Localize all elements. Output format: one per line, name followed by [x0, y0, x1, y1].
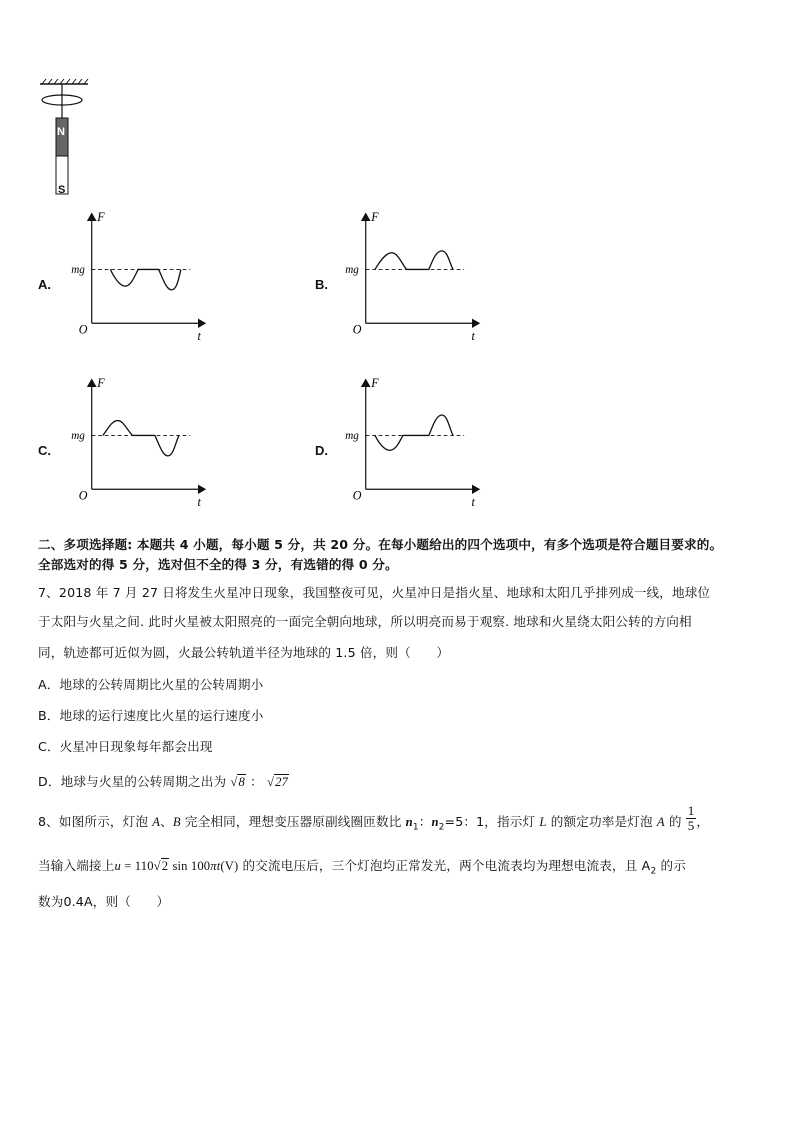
- origin-label: O: [352, 488, 362, 503]
- graph-a: [60, 210, 220, 340]
- option-b-label: B.: [315, 277, 328, 292]
- graph-b: [334, 210, 494, 340]
- origin-label: O: [78, 322, 88, 337]
- sqrt-27: √27: [267, 775, 288, 789]
- q8-line2: [38, 857, 686, 881]
- q8-bulb-a-2: A: [656, 815, 665, 829]
- ceiling-hatch: [40, 79, 88, 84]
- q8-l1-b: 、: [160, 814, 173, 829]
- q8-eq: = 110: [120, 859, 154, 873]
- section2-line2: 全部选对的得 5 分，选对但不全的得 3 分，有选错的得 0 分。: [38, 557, 398, 572]
- q7-line3: 同，轨迹都可近似为圆，火最公转轨道半径为地球的 1.5 倍，则（ ）: [38, 645, 450, 660]
- x-axis-label: t: [197, 329, 201, 340]
- q8-bulb-b: B: [172, 815, 181, 829]
- q7-option-b: B．地球的运行速度比火星的运行速度小: [38, 708, 264, 723]
- q7-option-c: C．火星冲日现象每年都会出现: [38, 739, 213, 754]
- q8-bulb-a: A: [152, 815, 161, 829]
- magnet-figure: [36, 78, 96, 198]
- force-curve: [110, 269, 181, 289]
- y-axis-label: F: [371, 376, 379, 391]
- ratio-separator: ：: [250, 774, 263, 789]
- x-axis-label: t: [197, 495, 201, 506]
- q8-volt-unit: (V): [220, 859, 239, 873]
- q8-l1-f: 的额定功率是灯泡: [546, 814, 657, 829]
- q8-l1-e: =5：1，指示灯: [444, 814, 540, 829]
- x-axis-label: t: [471, 495, 475, 506]
- option-c-label: C.: [38, 443, 51, 458]
- y-axis-label: F: [97, 376, 105, 391]
- sqrt-8-radicand: 8: [238, 775, 245, 789]
- origin-label: O: [352, 322, 362, 337]
- q8-n2: n: [431, 815, 439, 829]
- fraction-numerator: 1: [687, 803, 695, 818]
- q8-l1-c: 完全相同，理想变压器原副线圈匝数比: [180, 814, 406, 829]
- sqrt-2-radicand: 2: [161, 859, 169, 873]
- mg-label: mg: [71, 264, 85, 277]
- mg-label: mg: [71, 430, 85, 443]
- q8-lamp-l: L: [539, 815, 547, 829]
- force-curve: [375, 415, 453, 450]
- section2-line1: 二、多项选择题: 本题共 4 小题，每小题 5 分，共 20 分。在每小题给出的四个选项中，有多个选项是符合题目要求的。: [38, 537, 723, 552]
- force-curve: [103, 421, 179, 456]
- y-axis-label: F: [97, 210, 105, 225]
- q7-line1: 7、2018 年 7 月 27 日将发生火星冲日现象，我国整夜可见，火星冲日是指火星、地球和太阳几乎排列成一线，地球位: [38, 585, 711, 600]
- sqrt-27-radicand: 27: [275, 775, 288, 789]
- south-label: S: [58, 184, 66, 196]
- q7-option-a: A．地球的公转周期比火星的公转周期小: [38, 677, 264, 692]
- q8-voltage-symbol: u: [114, 859, 121, 873]
- option-d-label: D.: [315, 443, 328, 458]
- q8-l1-a: 8、如图所示，灯泡: [38, 814, 153, 829]
- q8-line3: 数为0.4A，则（ ）: [38, 894, 170, 909]
- q8-sin: sin 100: [169, 859, 211, 873]
- fraction-one-fifth: [686, 804, 697, 833]
- q8-l1-d: ：: [418, 814, 432, 829]
- y-axis-label: F: [371, 210, 379, 225]
- graph-c: [60, 376, 220, 506]
- mg-label: mg: [345, 430, 359, 443]
- x-axis-label: t: [471, 329, 475, 340]
- q8-n1-sub: 1: [412, 822, 419, 833]
- q8-n2-sub: 2: [438, 822, 445, 833]
- q8-pit: πt: [210, 859, 221, 873]
- fraction-denominator: 5: [687, 818, 695, 833]
- q8-a2-sub: 2: [650, 866, 657, 877]
- q7-line2: 于太阳与火星之间. 此时火星被太阳照亮的一面完全朝向地球，所以明亮而易于观察. 地球和火星绕太阳公转的方向相: [38, 614, 692, 629]
- north-label: N: [57, 126, 65, 138]
- q7-option-d-text: D．地球与火星的公转周期之出为: [38, 774, 227, 789]
- sqrt-2: √2: [153, 859, 169, 873]
- force-curve: [375, 251, 453, 270]
- origin-label: O: [78, 488, 88, 503]
- q8-l2-c: 的示: [656, 858, 686, 873]
- q8-line1: [38, 803, 710, 837]
- graph-d: [334, 376, 494, 506]
- q8-l1-g: 的: [664, 814, 682, 829]
- option-a-label: A.: [38, 277, 51, 292]
- q8-n1: n: [405, 815, 413, 829]
- q7-option-d: [38, 773, 289, 791]
- sqrt-8: √8: [230, 775, 245, 789]
- q8-l2-b: 的交流电压后，三个灯泡均正常发光，两个电流表均为理想电流表，且 A: [238, 858, 651, 873]
- q8-l2-a: 当输入端接上: [38, 858, 115, 873]
- q8-l1-h: ，: [696, 814, 710, 829]
- mg-label: mg: [345, 264, 359, 277]
